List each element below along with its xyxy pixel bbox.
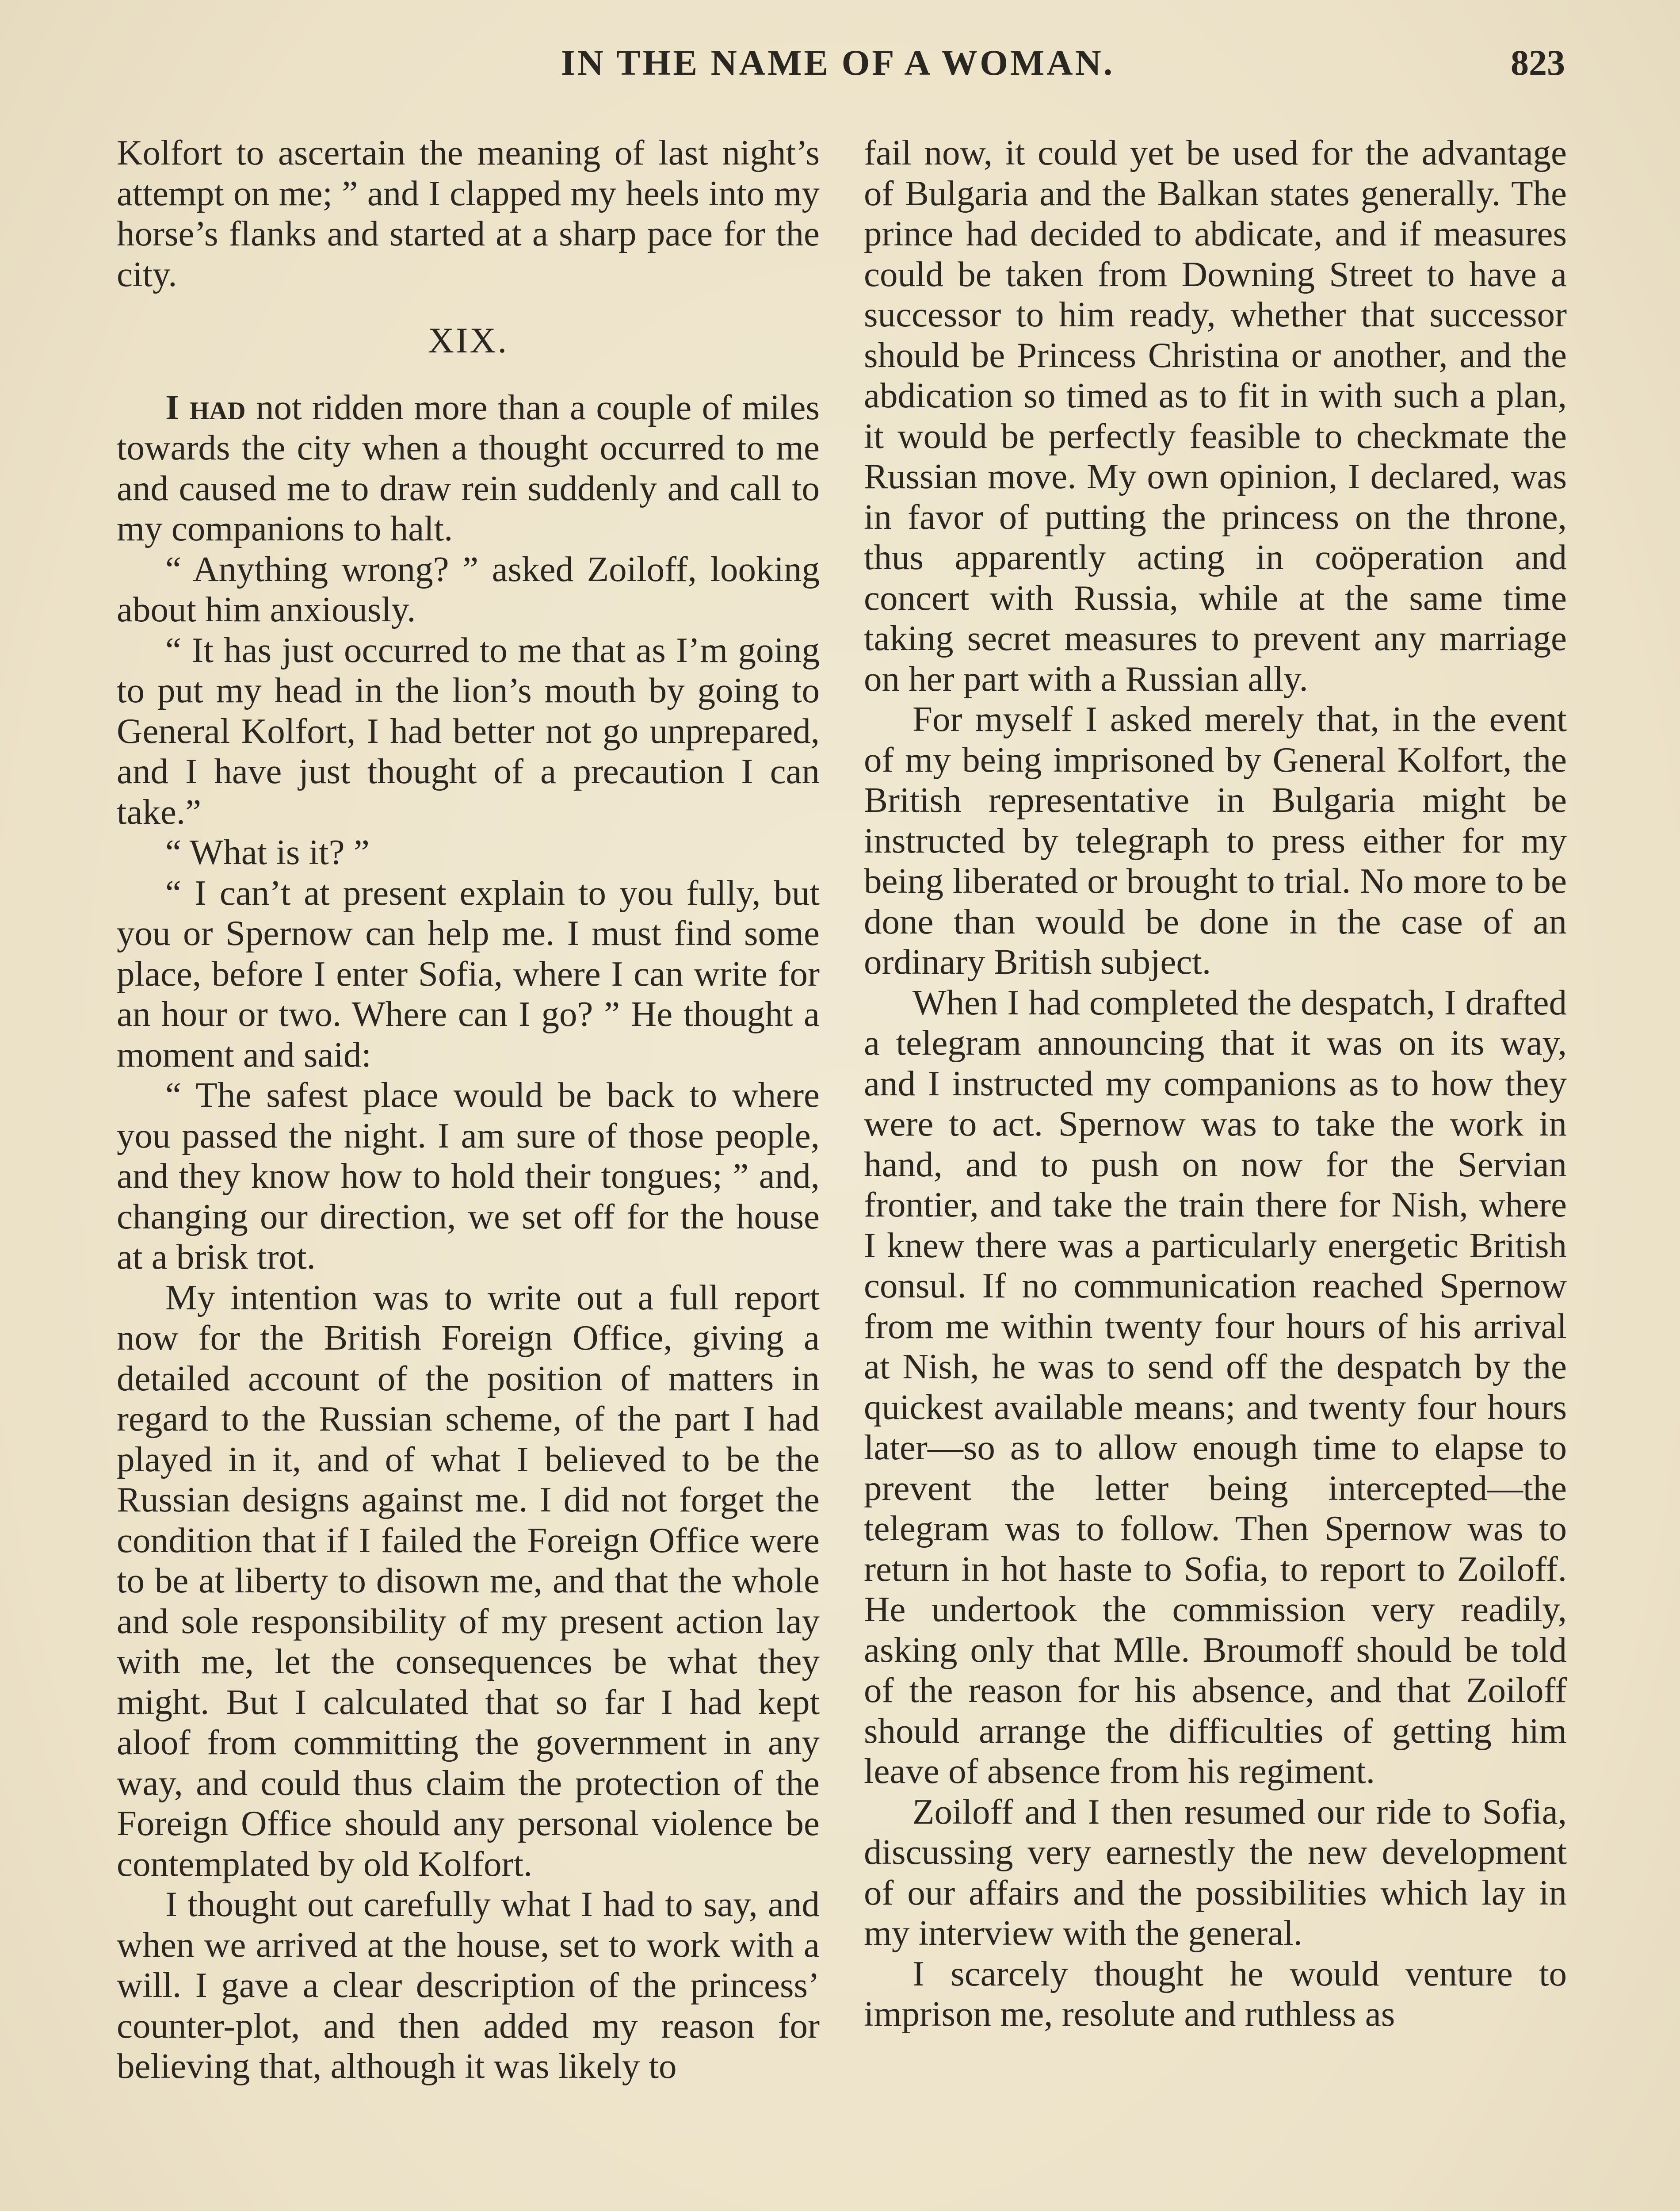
paragraph: “ The safest place would be back to where you passed the night. I am sure of those people, and they know how to hold their tongues; ” and, changing our direction, we set off for the house at a brisk trot. [117,1075,820,1277]
page-header [111,42,1565,99]
paragraph: “ Anything wrong? ” asked Zoiloff, looking about him anxiously. [117,549,820,629]
paragraph: My intention was to write out a full report now for the British Foreign Office, giving a detailed account of the position of matters in regard to the Russian scheme, of the part I had played in it, and of what I believed to be the Russian designs against me. I did not forget the condition that if I failed the Foreign Office were to be at liberty to disown me, and that the whole and sole responsibility of my present action lay with me, let the consequences be what they might. But I calculated that so far I had kept aloof from committing the government in any way, and could thus claim the protection of the Foreign Office should any personal violence be contemplated by old Kolfort. [117,1277,820,1884]
paragraph: “ I can’t at present explain to you fully, but you or Spernow can help me. I must find some place, before I enter Sofia, where I can write for an hour or two. Where can I go? ” He thought a moment and said: [117,872,820,1075]
paragraph-text: not ridden more than a couple of miles towards the city when a thought occurred to me and caused me to draw rein suddenly and call to my companions to halt. [117,387,820,548]
page-number: 823 [1511,42,1565,83]
paragraph: When I had completed the despatch, I drafted a telegram announcing that it was on its way, and I instructed my companions as to how they were to act. Spernow was to take the work in hand, and to push on now for the Servian frontier, and take the train there for Nish, where I knew there was a particularly energetic British consul. If no communication reached Spernow from me within twenty four hours of his arrival at Nish, he was to send off the despatch by the quickest available means; and twenty four hours later—so as to allow enough time to elapse to prevent the letter being intercepted—the telegram was to follow. Then Spernow was to return in hot haste to Sofia, to report to Zoiloff. He undertook the commission very readily, asking only that Mlle. Broumoff should be told of the reason for his absence, and that Zoiloff should arrange the difficulties of getting him leave of absence from his regiment. [864,982,1567,1791]
paragraph: I scarcely thought he would venture to imprison me, resolute and ruthless as [864,1953,1567,2034]
paragraph-continuation: Kolfort to ascertain the meaning of last night’s attempt on me; ” and I clapped my heels into my horse’s flanks and started at a sharp pace for the city. [117,133,820,294]
paragraph: “ What is it? ” [165,832,370,872]
paragraph-continuation: fail now, it could yet be used for the advantage of Bulgaria and the Balkan states generally. The prince had decided to abdicate, and if measures could be taken from Downing Street to have a successor to him ready, whether that successor should be Princess Christina or another, and the abdication so timed as to fit in with such a plan, it would be perfectly feasible to checkmate the Russian move. My own opinion, I declared, was in favor of putting the princess on the throne, thus apparently acting in coöperation and concert with Russia, while at the same time taking secret measures to prevent any marriage on her part with a Russian ally. [864,133,1567,699]
left-column [117,133,820,2087]
paragraph [117,387,820,549]
paragraph: “ It has just occurred to me that as I’m going to put my head in the lion’s mouth by going to General Kolfort, I had better not go unprepared, and I have just thought of a precaution I can take.” [117,630,820,832]
paragraph: Zoiloff and I then resumed our ride to Sofia, discussing very earnestly the new development of our affairs and the possibilities which lay in my interview with the general. [864,1791,1567,1953]
running-title: IN THE NAME OF A WOMAN. [561,42,1115,83]
right-column [864,133,1567,2035]
dropword: I had [165,387,246,427]
paragraph: I thought out carefully what I had to say, and when we arrived at the house, set to work with a will. I gave a clear description of the princess’ counter-plot, and then added my reason for believing that, although it was likely to [117,1884,820,2086]
chapter-heading: XIX. [428,320,509,360]
paragraph: For myself I asked merely that, in the event of my being imprisoned by General Kolfort, the British representative in Bulgaria might be instructed by telegraph to press either for my being liberated or brought to trial. No more to be done than would be done in the case of an ordinary British subject. [864,699,1567,982]
